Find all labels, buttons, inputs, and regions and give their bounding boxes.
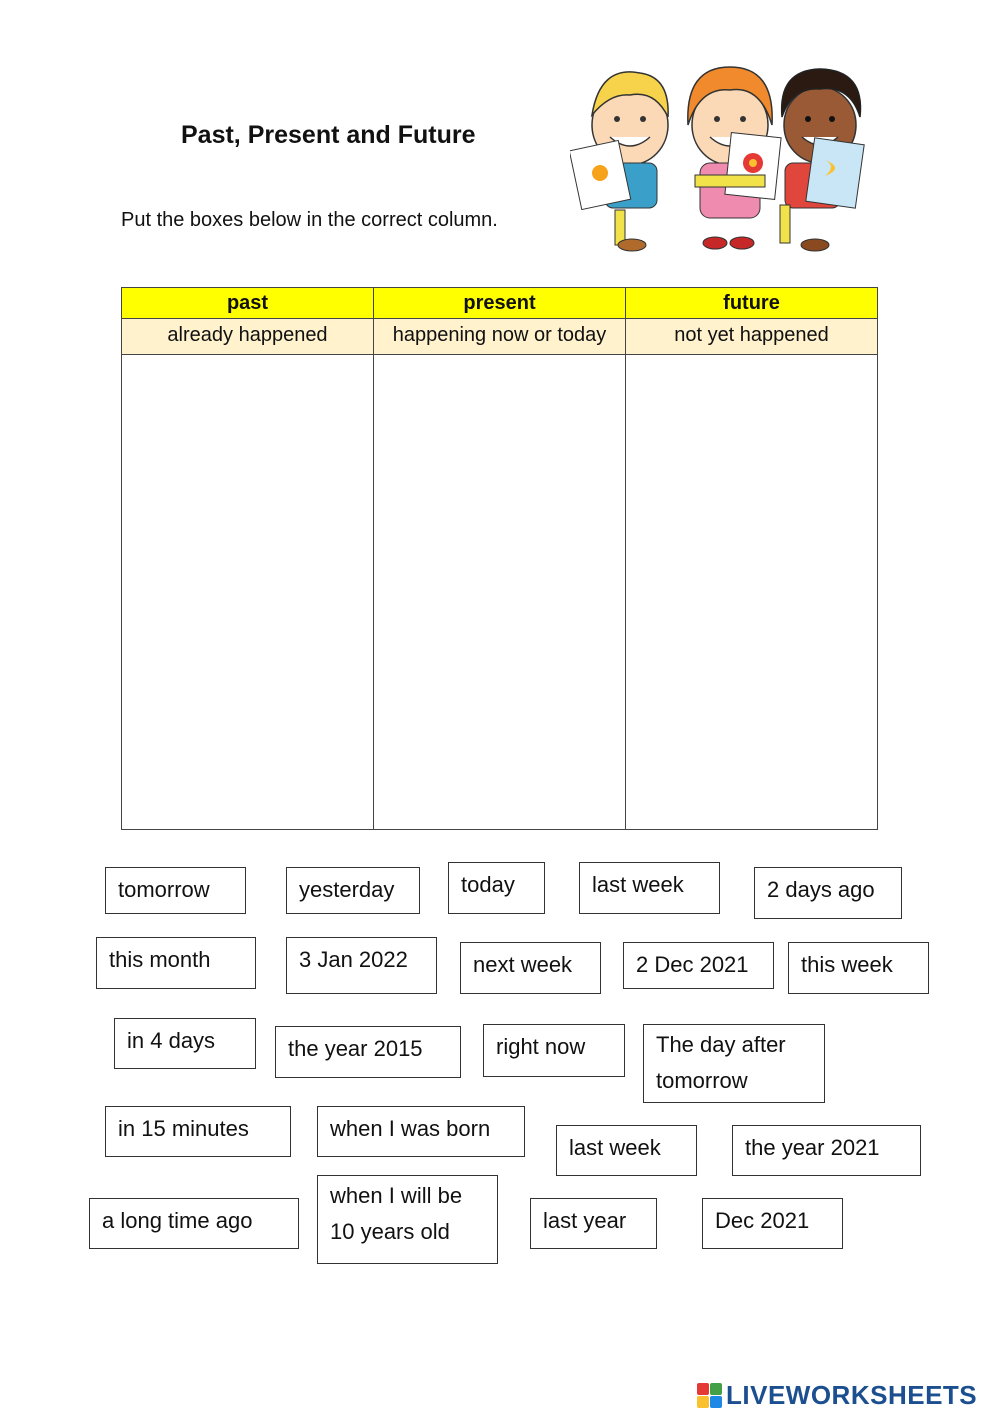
kid-blond-boy [570,72,668,251]
column-header-past: past [122,288,374,318]
kid-red-haired-girl [688,67,781,249]
word-card[interactable]: when I will be 10 years old [317,1175,498,1264]
word-card[interactable]: 2 days ago [754,867,902,919]
word-card[interactable]: last week [556,1125,697,1176]
word-card[interactable]: last year [530,1198,657,1249]
drop-zone-present[interactable] [374,355,626,830]
word-card[interactable]: a long time ago [89,1198,299,1249]
word-card[interactable]: Dec 2021 [702,1198,843,1249]
word-card[interactable]: 3 Jan 2022 [286,937,437,994]
word-card[interactable]: yesterday [286,867,420,914]
word-card[interactable]: in 15 minutes [105,1106,291,1157]
word-card[interactable]: today [448,862,545,914]
word-card[interactable]: right now [483,1024,625,1077]
kid-curly-haired-boy [780,69,864,251]
word-card[interactable]: last week [579,862,720,914]
column-description-past: already happened [122,319,374,354]
word-card[interactable]: this month [96,937,256,989]
liveworksheets-brand [697,1380,977,1411]
brand-name: LIVEWORKSHEETS [726,1380,978,1410]
word-card[interactable]: the year 2015 [275,1026,461,1078]
liveworksheets-logo-icon [697,1383,722,1408]
table-drop-row [122,355,877,830]
table-description-row [122,319,877,355]
page-title: Past, Present and Future [181,121,476,149]
column-header-present: present [374,288,626,318]
word-card[interactable]: The day after tomorrow [643,1024,825,1103]
column-description-future: not yet happened [674,324,829,346]
word-card[interactable]: this week [788,942,929,994]
instruction-text: Put the boxes below in the correct column. [121,209,498,231]
word-card[interactable]: 2 Dec 2021 [623,942,774,989]
word-card[interactable]: tomorrow [105,867,246,914]
word-card[interactable]: when I was born [317,1106,525,1157]
word-card[interactable]: the year 2021 [732,1125,921,1176]
table-header-row [122,288,877,319]
word-card[interactable]: in 4 days [114,1018,256,1069]
column-header-future: future [723,292,780,314]
drop-zone-future[interactable] [626,355,877,830]
sorting-table [121,287,878,830]
word-card[interactable]: next week [460,942,601,994]
drop-zone-past[interactable] [122,355,374,830]
column-description-present: happening now or today [374,319,626,354]
kids-illustration [570,55,875,255]
